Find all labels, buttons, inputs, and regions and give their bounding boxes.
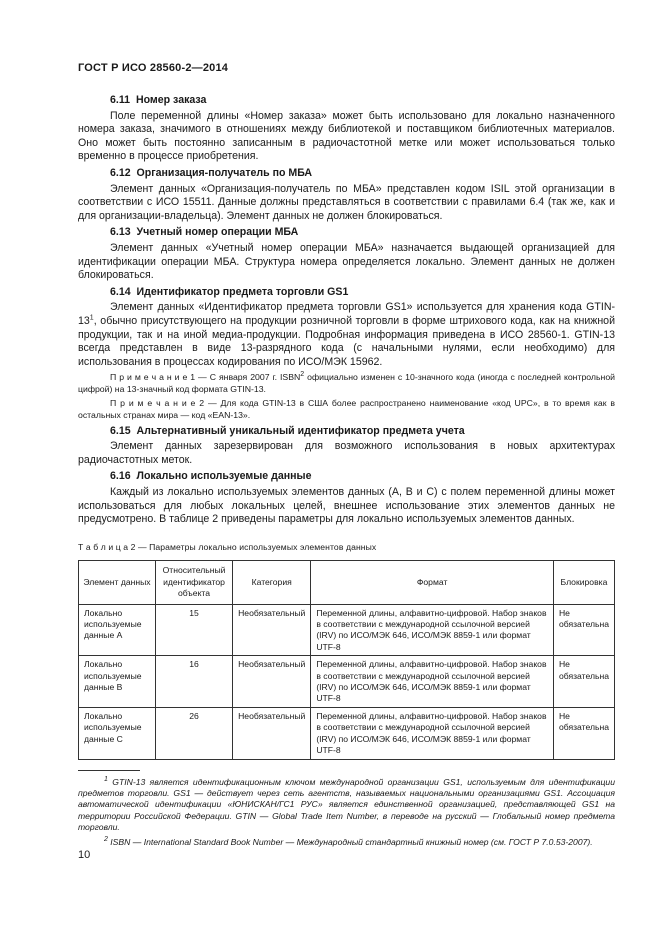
section-6-16 xyxy=(78,470,615,526)
page-number: 10 xyxy=(78,849,91,861)
table-cell: Необязательный xyxy=(233,604,311,656)
table-caption: Т а б л и ц а 2 — Параметры локально используемых элементов данных xyxy=(78,541,377,552)
footnote-2: $^2$ ISBN — International Standard Book Number — Международный стандартный книжный номер (см. ГОСТ Р 7.0.53-2007). xyxy=(104,835,593,847)
table-cell: Переменной длины, алфавитно-цифровой. Набор знаков в соответствии с международной ссылочной версией (IRV) по ИСО/МЭК 646, ИСО/МЭК 8859-1 или формат UTF-8 xyxy=(311,656,554,708)
header-cell: Категория xyxy=(233,561,311,604)
table-row xyxy=(79,604,615,656)
section-6-11 xyxy=(78,94,615,164)
header-cell: Относительный идентификатор объекта xyxy=(155,561,232,604)
paragraph: Каждый из локально используемых элементов данных (A, B и C) с полем переменной длины может использоваться для любых локальных целей, внешнее использование этих элементов данных не предусмотрено. В таблице 2 приведены параметры для локально используемых элементов данных. xyxy=(78,486,615,526)
paragraph: Элемент данных «Учетный номер операции МБА» назначается выдающей организацией для идентификации операции МБА. Структура номера определяется локально. Элемент данных не должен блокироваться. xyxy=(78,241,615,282)
section-title: Учетный номер операции МБА xyxy=(136,226,299,239)
table-cell: Локально используемые данные C xyxy=(79,707,156,759)
section-6-12 xyxy=(78,167,615,223)
table-cell: Не обязательна xyxy=(553,656,614,708)
paragraph: Поле переменной длины «Номер заказа» может быть использовано для локально назначенного номера заказа, значимого в отношениях между библиотекой и поставщиком библиотечных материалов. Оно может быть постоянно записанным в радиочастотной метке или может использоваться только временно в процессе приобретения. xyxy=(78,109,615,163)
section-6-13 xyxy=(78,226,615,282)
section-number: 6.16 xyxy=(110,470,131,483)
footnote-ref: 1 xyxy=(89,314,94,322)
table-cell: Локально используемые данные B xyxy=(79,656,156,708)
document-body xyxy=(78,94,615,851)
table-cell: Переменной длины, алфавитно-цифровой. Набор знаков в соответствии с международной ссылочной версией (IRV) по ИСО/МЭК 646, ИСО/МЭК 8859-1 или формат UTF-8 xyxy=(311,707,554,759)
section-title: Организация-получатель по МБА xyxy=(136,166,313,179)
parameters-table xyxy=(78,560,615,759)
section-number: 6.14 xyxy=(110,285,131,298)
paragraph: Элемент данных зарезервирован для возможного использования в новых архитектурах радиочастотных меток. xyxy=(78,440,615,466)
note-1: П р и м е ч а н и е 1 — С января 2007 г. ISBN$^2$ официально изменен с 10-значного кода (иногда с последней контрольной цифрой) на 13-значный код формата GTIN-13. xyxy=(78,371,616,394)
header-cell: Блокировка xyxy=(553,561,614,604)
header-cell: Элемент данных xyxy=(79,561,156,604)
section-title: Локально используемые данные xyxy=(136,470,312,483)
section-number: 6.11 xyxy=(110,94,131,106)
section-title: Идентификатор предмета торговли GS1 xyxy=(136,285,349,298)
section-6-15 xyxy=(78,425,615,468)
table-header-row xyxy=(79,561,615,604)
section-number: 6.12 xyxy=(110,166,131,179)
paragraph: Элемент данных «Идентификатор предмета торговли GS1» используется для хранения кода GTIN-$13^1$, обычно присутствующего на продукции розничной торговли в форме штрихового кода, как на книжной продукции, так и на иной медиа-продукции. Подробная информация приведена в ИСО 28560-1. GTIN-13 всегда представлен в виде 13-разрядного кода (с начальными нулями, если необходимо) для использования в процессах кодирования по ИСО/МЭК 15962. xyxy=(78,301,615,368)
table-row xyxy=(79,656,615,708)
table-cell: Переменной длины, алфавитно-цифровой. Набор знаков в соответствии с международной ссылочной версией (IRV) по ИСО/МЭК 646, ИСО/МЭК 8859-1 или формат UTF-8 xyxy=(311,604,554,656)
table-cell: Необязательный xyxy=(233,707,311,759)
document-header: ГОСТ Р ИСО 28560-2—2014 xyxy=(78,62,229,74)
footnote-1: $^1$ GTIN-13 является идентификационным ключом международной организации GS1, используемым для идентификации предметов торговли. GS1 — действует через сеть агентств, называемых национальными организациями GS1. Ассоциация автоматической идентификации «ЮНИСКАН/ГС1 РУС» является единственной организацией, представляющей GS1 на территории Российской Федерации. GTIN — Global Trade Item Number, в переводе на русский — Глобальный номер предмета торговли. xyxy=(78,775,615,833)
table-cell: Не обязательна xyxy=(553,604,614,656)
table-cell: 16 xyxy=(155,656,232,708)
table-cell: 26 xyxy=(155,707,232,759)
table-cell: Необязательный xyxy=(233,656,311,708)
table-cell: 15 xyxy=(155,604,232,656)
section-6-14 xyxy=(78,286,615,422)
footnote-divider xyxy=(78,770,140,771)
note-2: П р и м е ч а н и е 2 — Для кода GTIN-13 в США более распространено наименование «код UPC», в то время как в остальных странах мира — код «EAN-13». xyxy=(78,398,615,421)
section-title: Номер заказа xyxy=(135,94,207,106)
section-number: 6.13 xyxy=(110,226,131,239)
header-cell: Формат xyxy=(311,561,554,604)
section-number: 6.15 xyxy=(110,424,131,437)
table-cell: Локально используемые данные A xyxy=(79,604,156,656)
paragraph: Элемент данных «Организация-получатель по МБА» представлен кодом ISIL этой организации в соответствии с ИСО 15511. Данные должны представляться в соответствии с правилами 6.4 (так же, как и для организации-владельца). Элемент данных не должен блокироваться. xyxy=(78,182,615,222)
section-title: Альтернативный уникальный идентификатор предмета учета xyxy=(136,424,465,437)
table-row xyxy=(79,707,615,759)
table-cell: Не обязательна xyxy=(553,707,614,759)
